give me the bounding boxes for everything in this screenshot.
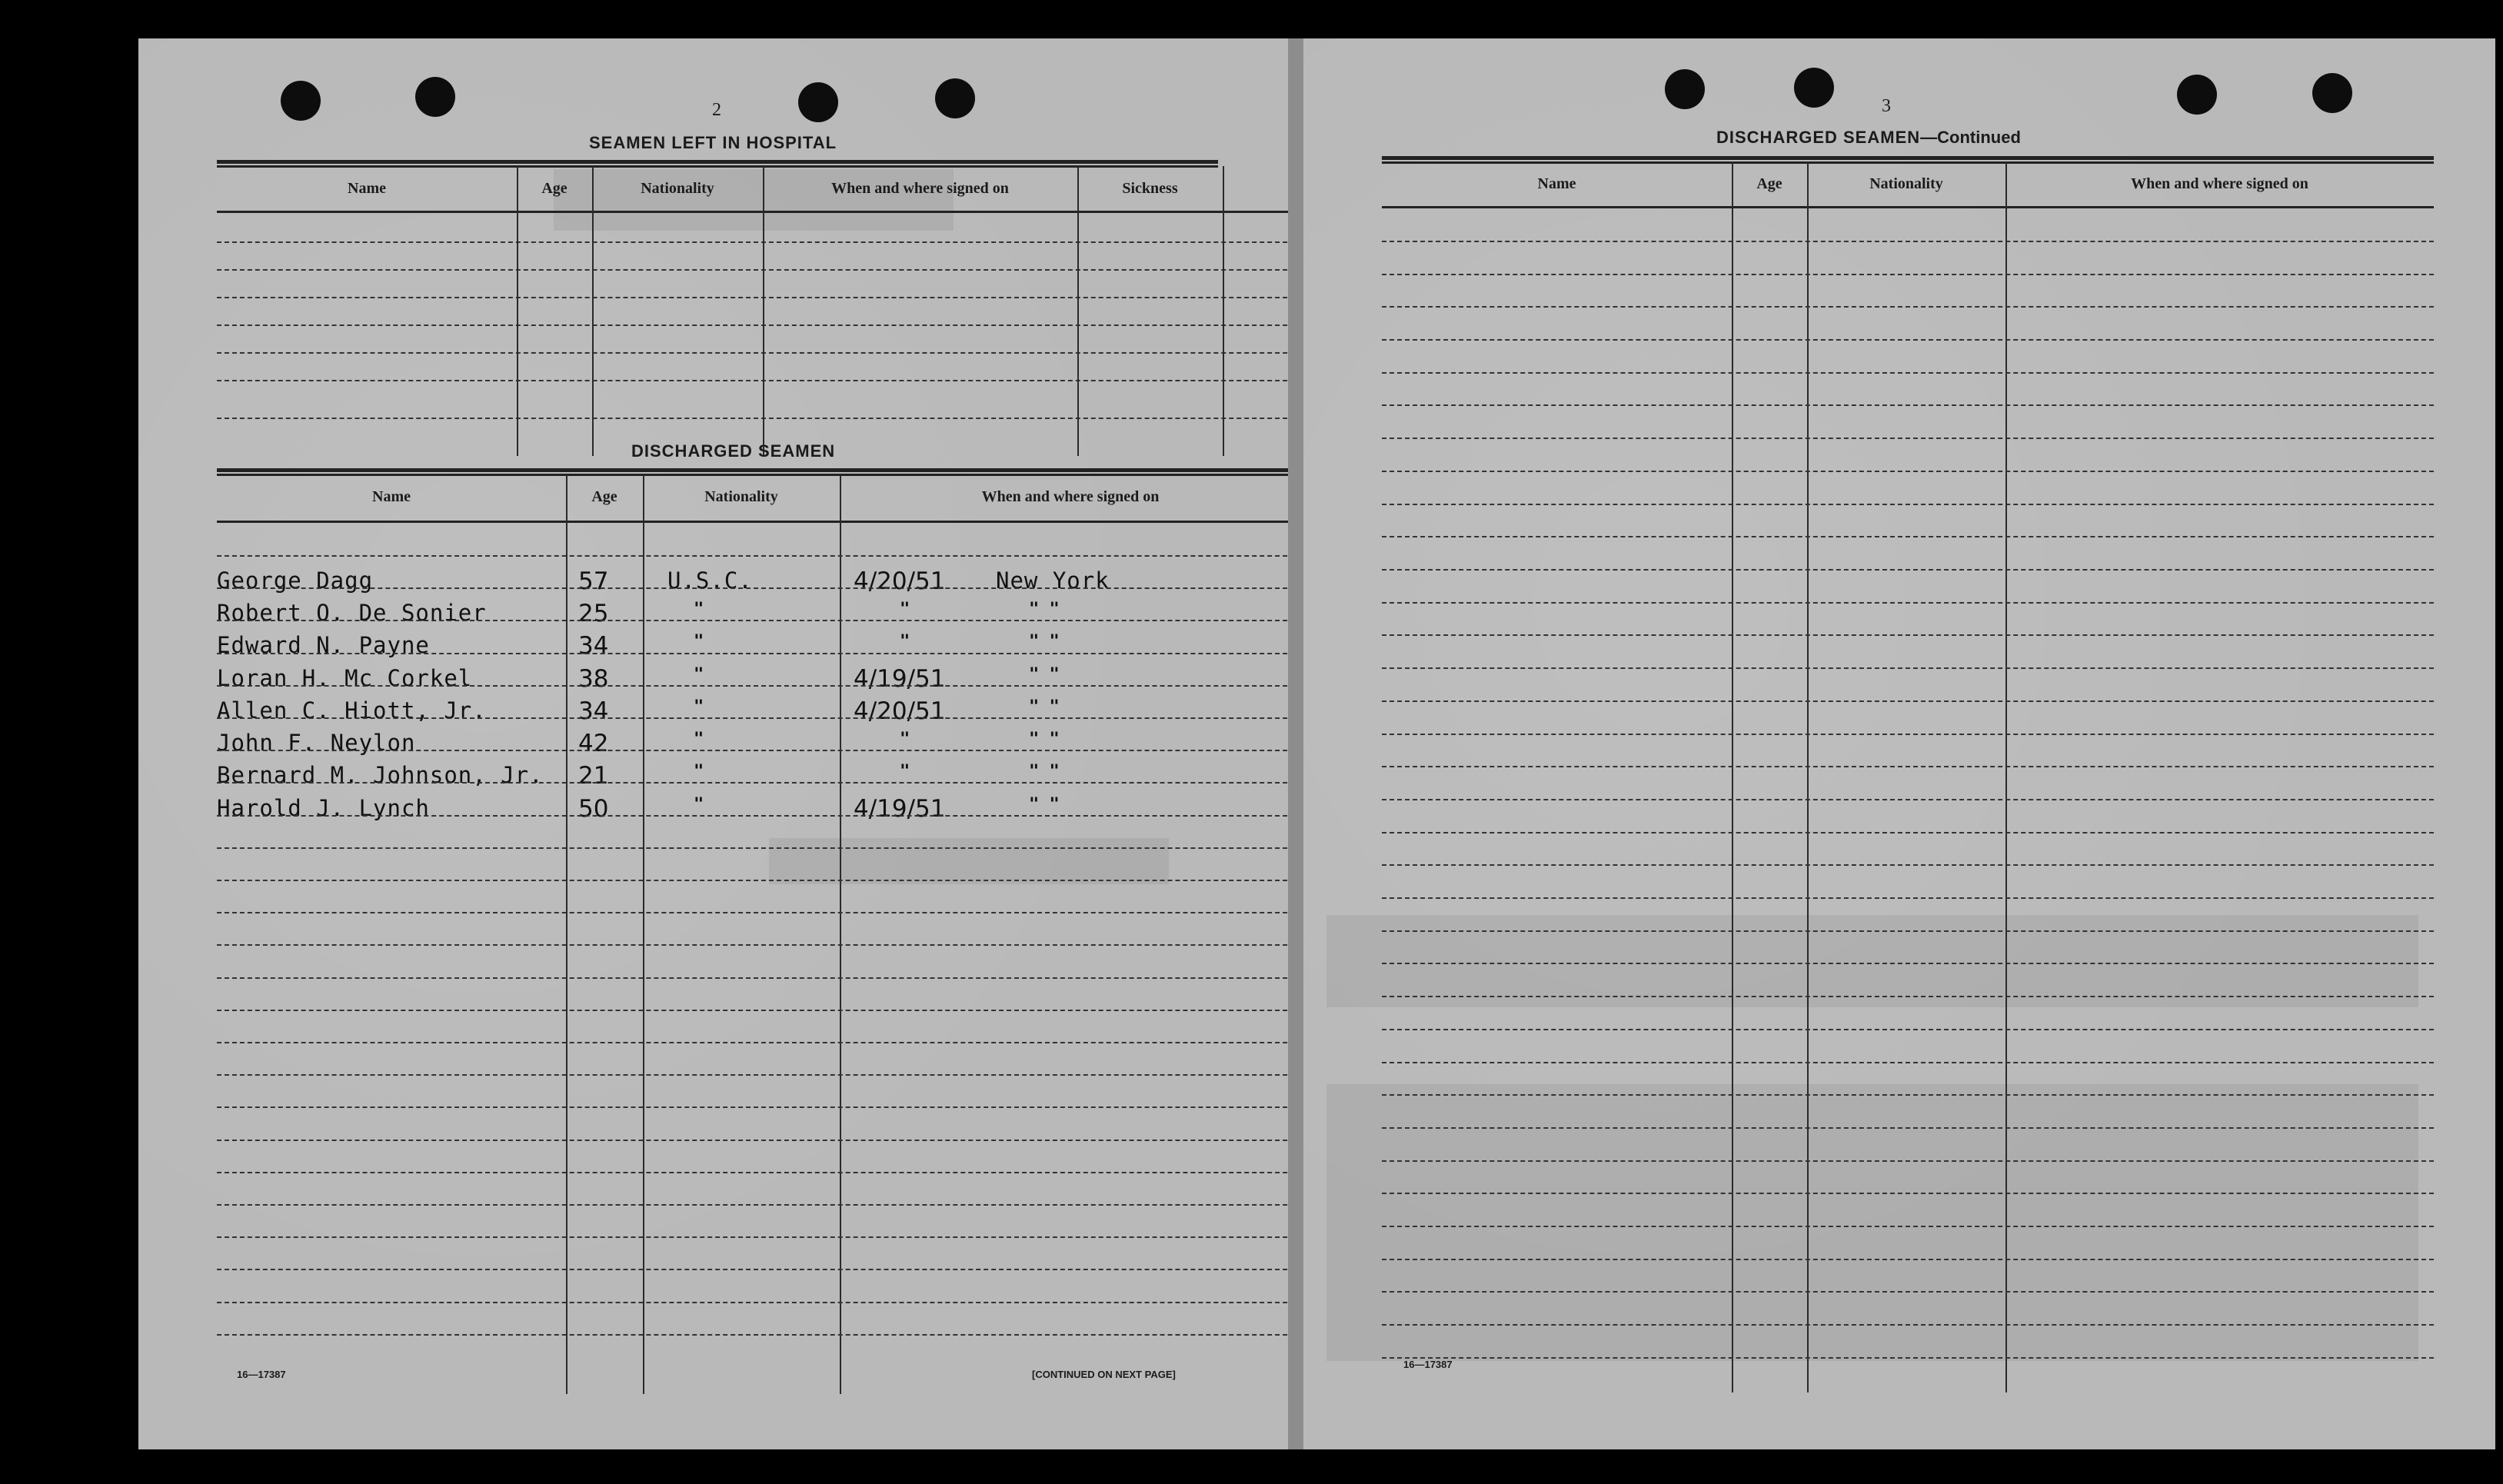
signed-on-date: " [900,762,910,781]
row-rule [217,620,1288,621]
bleed-through-text [1326,1084,2418,1361]
discharged-section-title: DISCHARGED SEAMEN [631,441,836,461]
row-rule [1382,1357,2434,1359]
row-rule [1382,536,2434,537]
column-header-nationality: Nationality [1869,175,1943,192]
row-rule [1382,339,2434,341]
row-rule [217,1302,1288,1303]
seaman-nationality: " [694,730,704,749]
row-rule [1382,438,2434,439]
row-rule [217,1204,1288,1206]
signed-on-place: " " [1029,762,1060,781]
bleed-through-text [769,838,1169,884]
signed-on-place: " " [1029,632,1060,651]
seaman-age: 34 [578,632,609,660]
signed-on-place: " " [1029,730,1060,749]
page-number: 3 [1882,96,1891,116]
row-rule [217,1074,1288,1076]
row-rule [217,1140,1288,1141]
row-rule [1382,504,2434,505]
column-header-name: Name [372,488,411,505]
row-rule [1382,1160,2434,1162]
seaman-name: Edward N. Payne [217,632,430,658]
signed-on-place: " " [1029,795,1060,814]
punch-hole [798,82,838,122]
punch-hole [935,78,975,118]
row-rule [1382,634,2434,636]
row-rule [217,750,1288,751]
row-rule [1382,766,2434,767]
signed-on-date: 4/19/51 [854,795,946,823]
column-header-nationality: Nationality [704,488,778,505]
row-rule [217,717,1288,719]
signed-on-date: " [900,632,910,651]
row-rule [217,1172,1288,1173]
bleed-through-text [1326,915,2418,1007]
row-rule [1382,832,2434,834]
row-rule [1382,1291,2434,1293]
signed-on-date: 4/19/51 [854,665,946,693]
seaman-nationality: " [694,665,704,684]
column-header-sickness: Sickness [1122,180,1178,197]
row-rule [1382,274,2434,275]
row-rule [217,815,1288,817]
column-header-age: Age [541,180,568,197]
row-rule [1382,930,2434,932]
left-page [138,38,1288,1449]
row-rule [1382,241,2434,242]
seaman-name: Bernard M. Johnson, Jr. [217,762,544,788]
row-rule [217,782,1288,784]
row-rule [217,912,1288,913]
seaman-age: 25 [578,600,609,627]
bleed-through-text [554,169,954,231]
row-rule [217,685,1288,687]
row-rule [217,1334,1288,1336]
row-rule [1382,1127,2434,1129]
row-rule [1382,1062,2434,1063]
seaman-nationality: " [694,697,704,717]
signed-on-date: 4/20/51 [854,697,946,725]
seaman-nationality: U.S.C. [667,567,753,594]
punch-hole [415,77,455,117]
row-rule [217,1010,1288,1011]
seaman-nationality: " [694,762,704,781]
seaman-name: Allen C. Hiott, Jr. [217,697,487,724]
hospital-section-title: SEAMEN LEFT IN HOSPITAL [589,133,837,152]
seaman-name: John F. Neylon [217,730,416,756]
column-header-name: Name [348,180,386,197]
signed-on-place: " " [1029,697,1060,717]
row-rule [217,944,1288,946]
row-rule [217,1042,1288,1043]
row-rule [217,880,1288,881]
row-rule [1382,897,2434,899]
seaman-nationality: " [694,632,704,651]
column-header-signed-on: When and where signed on [981,488,1160,505]
signed-on-date: " [900,730,910,749]
row-rule [1382,1259,2434,1260]
column-header-name: Name [1537,175,1576,192]
signed-on-place: New York [996,567,1110,594]
column-header-signed-on: When and where signed on [2131,175,2308,192]
right-page [1303,38,2495,1449]
signed-on-date: " [900,600,910,619]
row-rule [1382,569,2434,571]
row-rule [1382,372,2434,374]
row-rule [1382,404,2434,406]
seaman-age: 42 [578,730,609,757]
seaman-age: 38 [578,665,609,693]
seaman-name: Harold J. Lynch [217,795,430,821]
row-rule [1382,602,2434,604]
row-rule [1382,1029,2434,1030]
page-spine [1288,38,1303,1449]
seaman-nationality: " [694,600,704,619]
row-rule [1382,799,2434,800]
page-number: 2 [712,100,721,120]
form-number: 16—17387 [1403,1359,1453,1370]
seaman-name: Robert O. De Sonier [217,600,487,626]
seaman-age: 57 [578,567,609,595]
signed-on-place: " " [1029,600,1060,619]
seaman-age: 34 [578,697,609,725]
row-rule [217,1236,1288,1238]
row-rule [1382,864,2434,866]
row-rule [1382,471,2434,472]
punch-hole [281,81,321,121]
row-rule [217,977,1288,979]
row-rule [1382,667,2434,669]
row-rule [217,587,1288,589]
row-rule [1382,1193,2434,1194]
row-rule [217,1106,1288,1108]
seaman-age: 50 [578,795,609,823]
signed-on-date: 4/20/51 [854,567,946,595]
column-header-age: Age [591,488,617,505]
column-header-signed-on: When and where signed on [831,180,1009,197]
row-rule [1382,700,2434,702]
row-rule [1382,734,2434,735]
punch-hole [1665,69,1705,109]
seaman-age: 21 [578,762,609,790]
continued-note: [CONTINUED ON NEXT PAGE] [1032,1369,1176,1380]
column-header-age: Age [1756,175,1782,192]
row-rule [217,1269,1288,1270]
page-title: DISCHARGED SEAMEN—Continued [1716,128,2021,147]
column-header-nationality: Nationality [641,180,714,197]
signed-on-place: " " [1029,665,1060,684]
row-rule [1382,306,2434,308]
punch-hole [1794,68,1834,108]
row-rule [217,847,1288,849]
form-number: 16—17387 [237,1369,286,1380]
row-rule [1382,1324,2434,1326]
row-rule [217,555,1288,557]
punch-hole [2177,75,2217,115]
seaman-name: George Dagg [217,567,374,594]
row-rule [1382,1094,2434,1096]
row-rule [1382,963,2434,964]
seaman-name: Loran H. Mc Corkel [217,665,473,691]
row-rule [1382,1226,2434,1227]
row-rule [217,653,1288,654]
row-rule [1382,996,2434,997]
punch-hole [2312,73,2352,113]
seaman-nationality: " [694,795,704,814]
